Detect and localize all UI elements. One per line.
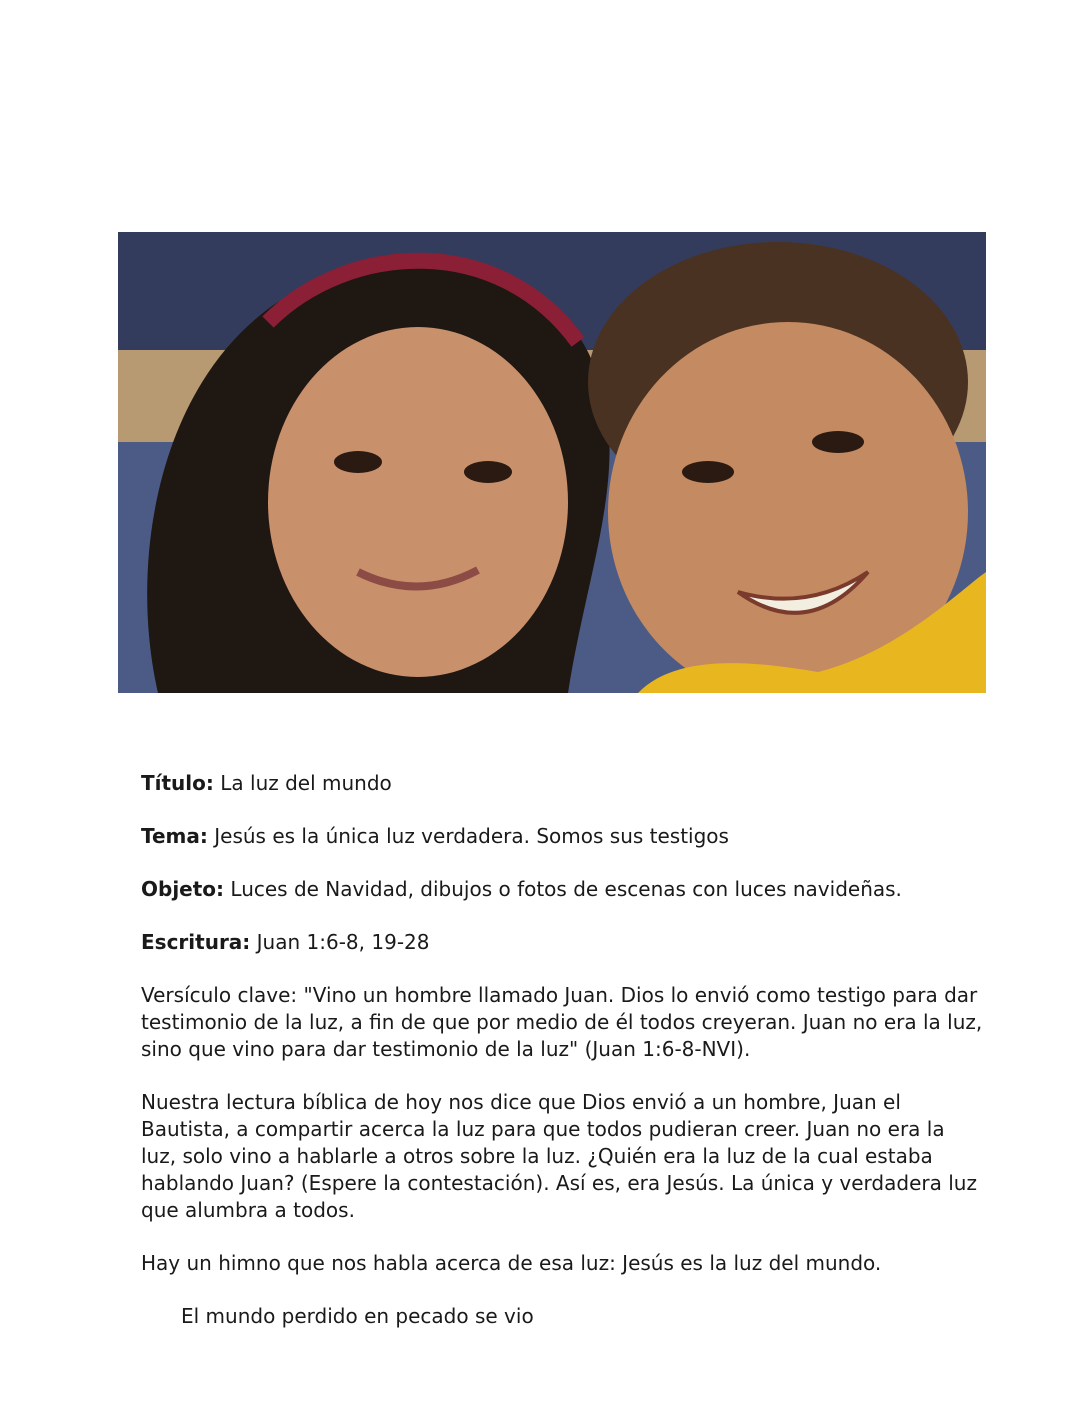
objeto-label: Objeto: <box>141 877 225 901</box>
body-paragraph-2: Hay un himno que nos habla acerca de esa luz: Jesús es la luz del mundo. <box>141 1251 882 1275</box>
lesson-text <box>141 770 986 1356</box>
objeto-line <box>141 876 986 903</box>
hymn-line: El mundo perdido en pecado se vio <box>181 1304 534 1328</box>
children-photo <box>118 232 986 693</box>
titulo-label: Título: <box>141 771 214 795</box>
body-paragraph-1: Nuestra lectura bíblica de hoy nos dice que Dios envió a un hombre, Juan el Bautista, a compartir acerca la luz para que todos pudieran creer. Juan no era la luz, solo vino a hablarle a otros sobre la luz. ¿Quién era la luz de la cual estaba hablando Juan? (Espere la contestación). Así es, era Jesús. La única y verdadera luz que alumbra a todos. <box>141 1090 977 1222</box>
escritura-line <box>141 929 986 956</box>
escritura-value: Juan 1:6-8, 19-28 <box>256 930 430 954</box>
titulo-line <box>141 770 986 797</box>
tema-label: Tema: <box>141 824 208 848</box>
objeto-value: Luces de Navidad, dibujos o fotos de escenas con luces navideñas. <box>230 877 902 901</box>
children-photo-illustration <box>118 232 986 693</box>
tema-value: Jesús es la única luz verdadera. Somos sus testigos <box>214 824 729 848</box>
versiculo-paragraph: Versículo clave: "Vino un hombre llamado Juan. Dios lo envió como testigo para dar testimonio de la luz, a fin de que por medio de él todos creyeran. Juan no era la luz, sino que vino para dar testimonio de la luz" (Juan 1:6-8-NVI). <box>141 983 983 1061</box>
titulo-value: La luz del mundo <box>220 771 392 795</box>
tema-line <box>141 823 986 850</box>
escritura-label: Escritura: <box>141 930 251 954</box>
